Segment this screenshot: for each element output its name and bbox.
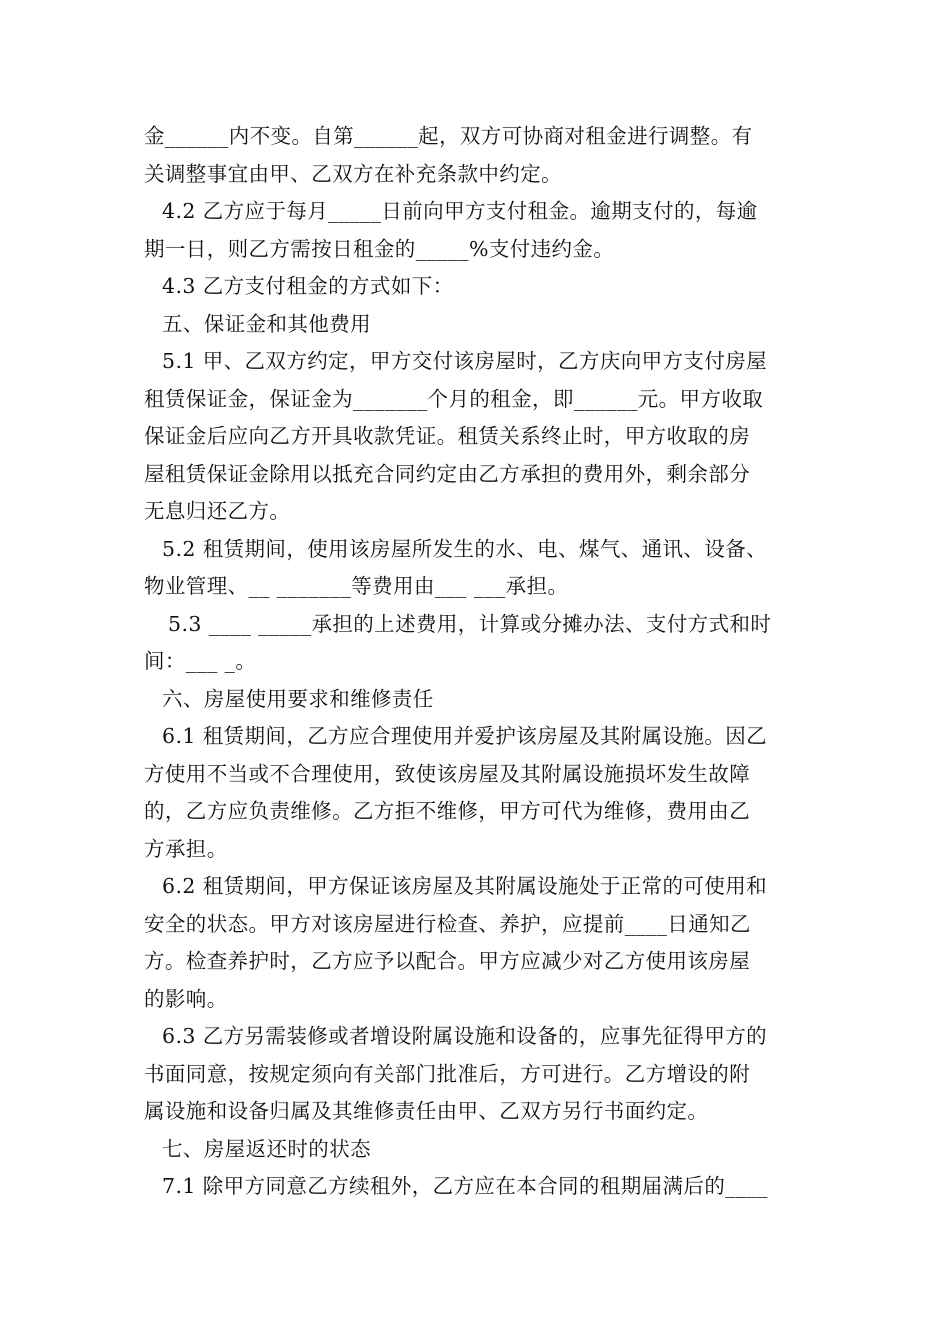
- text-line: 方使用不当或不合理使用，致使该房屋及其附属设施损坏发生故障: [144, 761, 751, 786]
- text-line: 6.2 租赁期间，甲方保证该房屋及其附属设施处于正常的可使用和: [162, 874, 768, 898]
- text-line: 4.2 乙方应于每月_____日前向甲方支付租金。逾期支付的，每逾: [162, 199, 758, 223]
- text-line: 7.1 除甲方同意乙方续租外，乙方应在本合同的租期届满后的____: [162, 1174, 768, 1198]
- text-line: 期一日，则乙方需按日租金的_____%支付违约金。: [144, 236, 615, 261]
- section-heading: 六、房屋使用要求和维修责任: [162, 686, 434, 711]
- text-line: 属设施和设备归属及其维修责任由甲、乙双方另行书面约定。: [144, 1099, 709, 1123]
- text-line: 保证金后应向乙方开具收款凭证。租赁关系终止时，甲方收取的房: [144, 424, 751, 448]
- text-line: 间：___ _。: [144, 649, 257, 673]
- text-line: 书面同意，按规定须向有关部门批准后，方可进行。乙方增设的附: [144, 1061, 751, 1086]
- section-heading: 五、保证金和其他费用: [162, 311, 371, 336]
- contract-body: [144, 118, 814, 1206]
- text-line: 安全的状态。甲方对该房屋进行检查、养护，应提前____日通知乙: [144, 911, 751, 936]
- text-line: 关调整事宜由甲、乙双方在补充条款中约定。: [144, 161, 562, 186]
- text-line: 的影响。: [144, 986, 228, 1011]
- section-heading: 七、房屋返还时的状态: [162, 1136, 371, 1161]
- text-line: 的，乙方应负责维修。乙方拒不维修，甲方可代为维修，费用由乙: [144, 799, 751, 823]
- text-line: 租赁保证金，保证金为_______个月的租金，即______元。甲方收取: [144, 386, 764, 411]
- text-line: 屋租赁保证金除用以抵充合同约定由乙方承担的费用外，剩余部分: [144, 461, 751, 486]
- text-line: 6.1 租赁期间，乙方应合理使用并爱护该房屋及其附属设施。因乙: [162, 724, 768, 748]
- text-line: 无息归还乙方。: [144, 499, 291, 523]
- text-line: 方承担。: [144, 836, 228, 861]
- text-line: 金______内不变。自第______起，双方可协商对租金进行调整。有: [144, 124, 753, 148]
- text-line: 5.1 甲、乙双方约定，甲方交付该房屋时，乙方庆向甲方支付房屋: [162, 349, 768, 373]
- text-line: 6.3 乙方另需装修或者增设附属设施和设备的，应事先征得甲方的: [162, 1024, 768, 1048]
- text-line: 4.3 乙方支付租金的方式如下：: [162, 274, 454, 298]
- text-line: 5.2 租赁期间，使用该房屋所发生的水、电、煤气、通讯、设备、: [162, 536, 768, 561]
- text-line: 物业管理、__ _______等费用由___ ___承担。: [144, 574, 569, 598]
- text-line: 5.3 ____ _____承担的上述费用，计算或分摊办法、支付方式和时: [168, 611, 772, 636]
- text-line: 方。检查养护时，乙方应予以配合。甲方应减少对乙方使用该房屋: [144, 949, 751, 973]
